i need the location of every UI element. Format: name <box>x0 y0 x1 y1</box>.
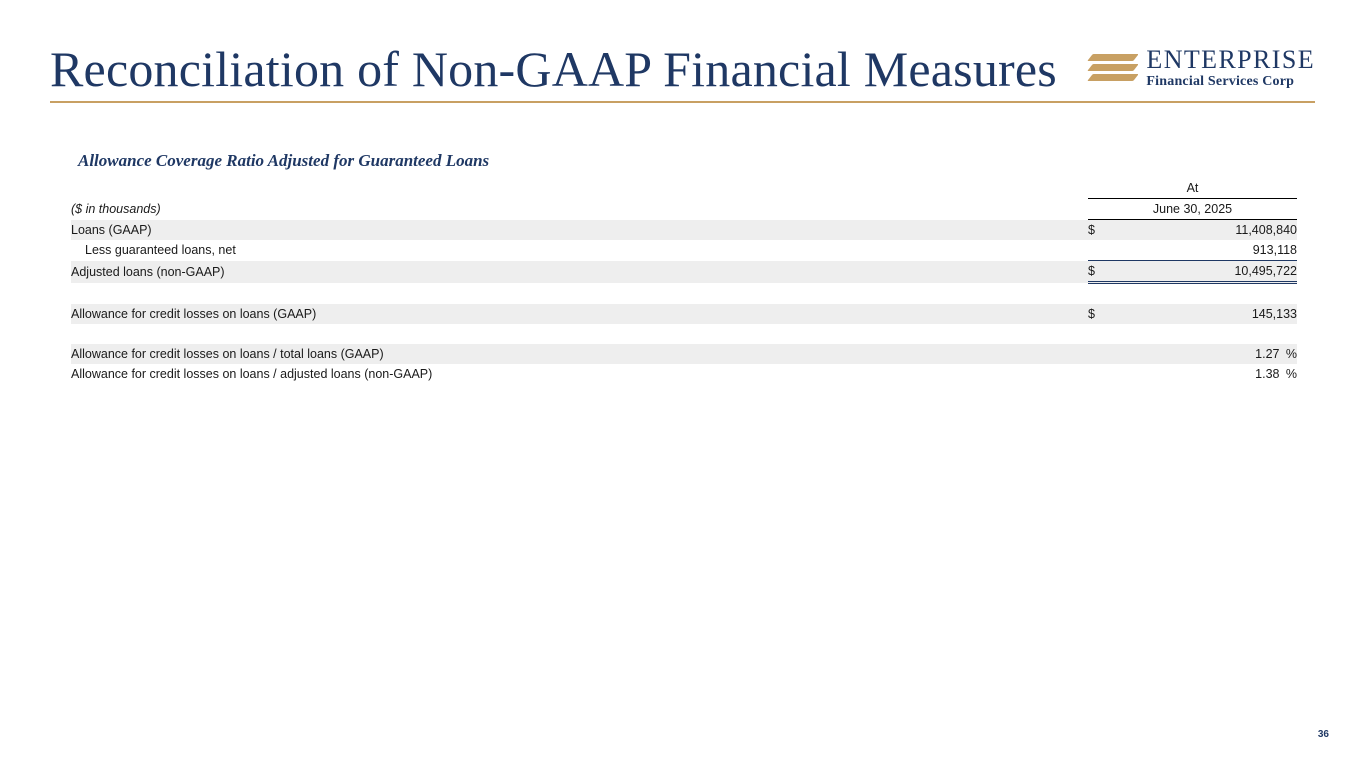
row-value: 11,408,840 <box>1110 220 1297 241</box>
row-label: Loans (GAAP) <box>71 220 1088 241</box>
row-currency-symbol <box>1088 344 1110 364</box>
company-logo <box>1082 47 1315 89</box>
table-row <box>71 240 1297 261</box>
units-note: ($ in thousands) <box>71 202 161 216</box>
row-value-number: 1.38 <box>1255 367 1280 381</box>
table-spacer-row <box>71 324 1297 344</box>
row-label: Allowance for credit losses on loans / adjusted loans (non-GAAP) <box>71 367 433 381</box>
reconciliation-table <box>71 178 1297 384</box>
row-value: 145,133 <box>1110 304 1297 324</box>
table-header-group-row <box>71 178 1297 199</box>
logo-company-tagline: Financial Services Corp <box>1146 74 1295 89</box>
reconciliation-table-wrapper <box>71 178 1297 384</box>
row-currency-symbol: $ <box>1088 304 1110 324</box>
table-spacer-row <box>71 283 1297 305</box>
header-divider <box>50 101 1315 103</box>
logo-company-name: ENTERPRISE <box>1146 45 1315 74</box>
table-row <box>71 220 1297 241</box>
table-row-total <box>71 261 1297 283</box>
logo-wordmark <box>1146 47 1315 89</box>
table-row <box>71 344 1297 364</box>
row-label: Allowance for credit losses on loans (GAAP) <box>71 304 1088 324</box>
section-title: Allowance Coverage Ratio Adjusted for Guaranteed Loans <box>78 151 490 170</box>
row-label: Less guaranteed loans, net <box>85 243 236 258</box>
page-title: Reconciliation of Non-GAAP Financial Measures <box>50 41 1057 97</box>
logo-stripes-icon <box>1082 50 1138 86</box>
column-date-label: June 30, 2025 <box>1088 199 1297 220</box>
row-currency-symbol: $ <box>1088 220 1110 241</box>
row-value: 913,118 <box>1252 243 1297 257</box>
table-row <box>71 364 1297 384</box>
row-value-unit: % <box>1285 347 1297 361</box>
row-value-number: 1.27 <box>1255 347 1280 361</box>
table-row <box>71 304 1297 324</box>
table-header-date-row <box>71 199 1297 220</box>
row-value: 10,495,722 <box>1110 261 1297 283</box>
row-currency-symbol <box>1088 364 1110 384</box>
column-group-label: At <box>1088 178 1297 199</box>
row-currency-symbol: $ <box>1088 261 1110 283</box>
row-value-unit: % <box>1285 367 1297 381</box>
row-value <box>1110 344 1297 364</box>
row-currency-symbol <box>1088 240 1110 261</box>
row-value <box>1110 364 1297 384</box>
page-number: 36 <box>1317 729 1329 740</box>
row-label: Adjusted loans (non-GAAP) <box>71 261 1088 283</box>
row-label: Allowance for credit losses on loans / total loans (GAAP) <box>71 344 1088 364</box>
slide-header <box>50 40 1315 102</box>
